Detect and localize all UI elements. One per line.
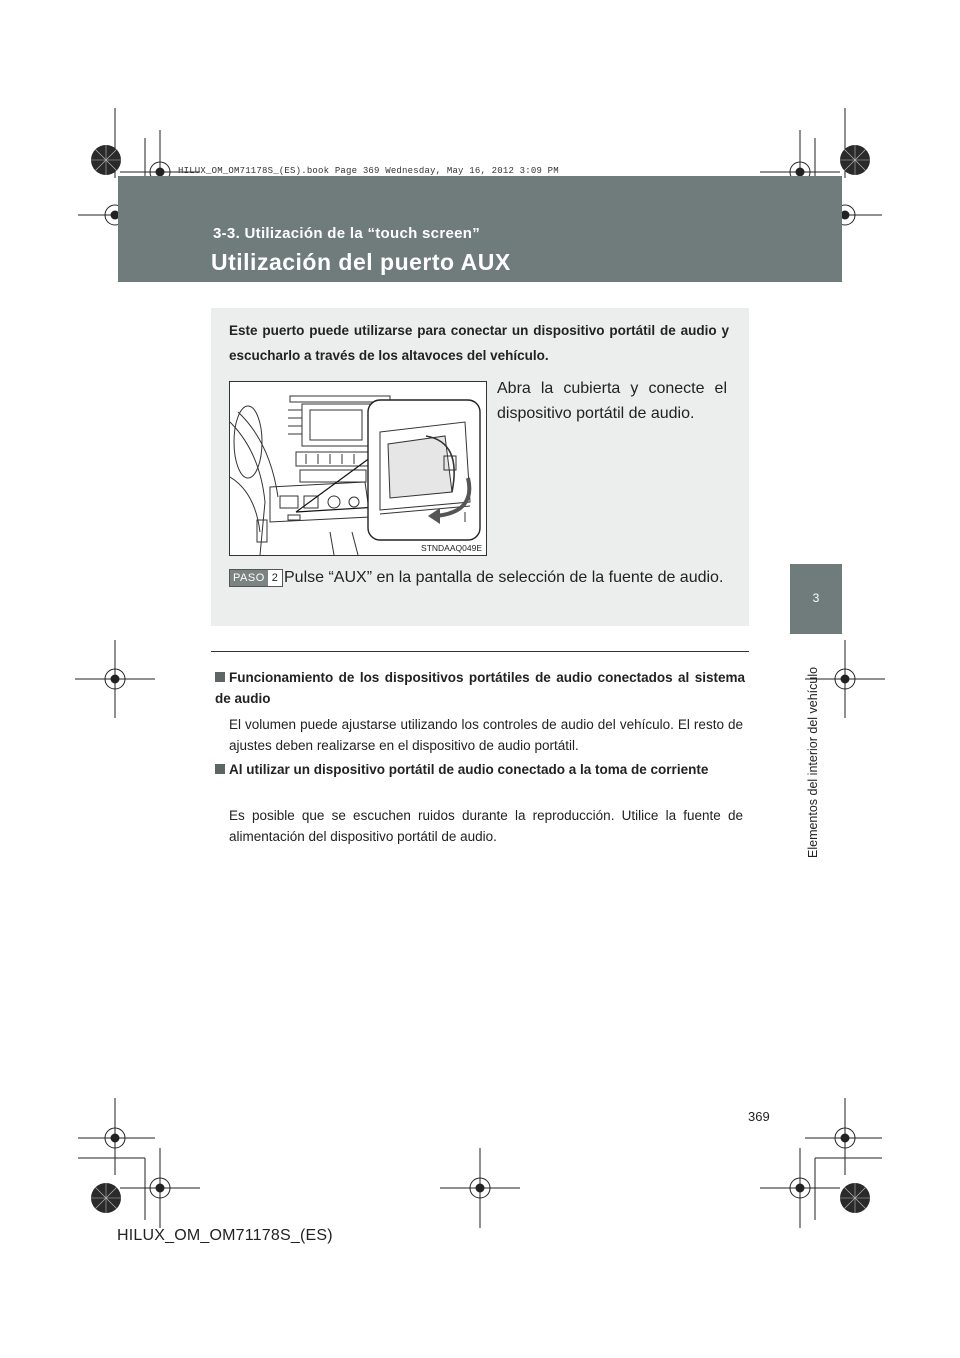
section-label: 3-3. Utilización de la “touch screen” [213,225,481,242]
note-1-body: El volumen puede ajustarse utilizando los controles de audio del vehículo. El resto de ajustes deben realizarse en el dispositivo de audio portátil. [229,717,743,753]
step-2-text: Pulse “AUX” en la pantalla de selección de la fuente de audio. [284,569,724,586]
note-1-title [215,667,745,709]
step-badge-word: PASO [230,570,268,586]
page-number: 369 [748,1109,770,1124]
bullet-square-icon [215,672,225,682]
note-1-title-text: Funcionamiento de los dispositivos portátiles de audio conectados al sistema de audio [215,670,745,706]
figure-id: STNDAAQ049E [421,543,482,553]
chapter-tab [790,564,842,634]
note-2-title-text: Al utilizar un dispositivo portátil de audio conectado a la toma de corriente [229,762,709,777]
chapter-label: Elementos del interior del vehículo [806,666,820,858]
note-2-title [215,759,745,780]
note-2-body: Es posible que se escuchen ruidos durante la reproducción. Utilice la fuente de alimentación del dispositivo portátil de audio. [229,808,743,844]
step-1-text: Abra la cubierta y conecte el dispositivo portátil de audio. [497,380,727,422]
print-header: HILUX_OM_OM71178S_(ES).book Page 369 Wednesday, May 16, 2012 3:09 PM [178,166,559,176]
aux-port-drawing [230,382,486,555]
bullet-square-icon [215,764,225,774]
intro-text: Este puerto puede utilizarse para conectar un dispositivo portátil de audio y escucharlo a través de los altavoces del vehículo. [229,323,729,363]
step-badge-number: 2 [271,572,278,584]
document-code: HILUX_OM_OM71178S_(ES) [117,1227,333,1244]
page-title: Utilización del puerto AUX [211,249,511,275]
section-divider [211,651,749,652]
chapter-number: 3 [812,591,820,605]
step-2-badge [229,569,283,587]
dashboard-illustration [229,381,487,556]
